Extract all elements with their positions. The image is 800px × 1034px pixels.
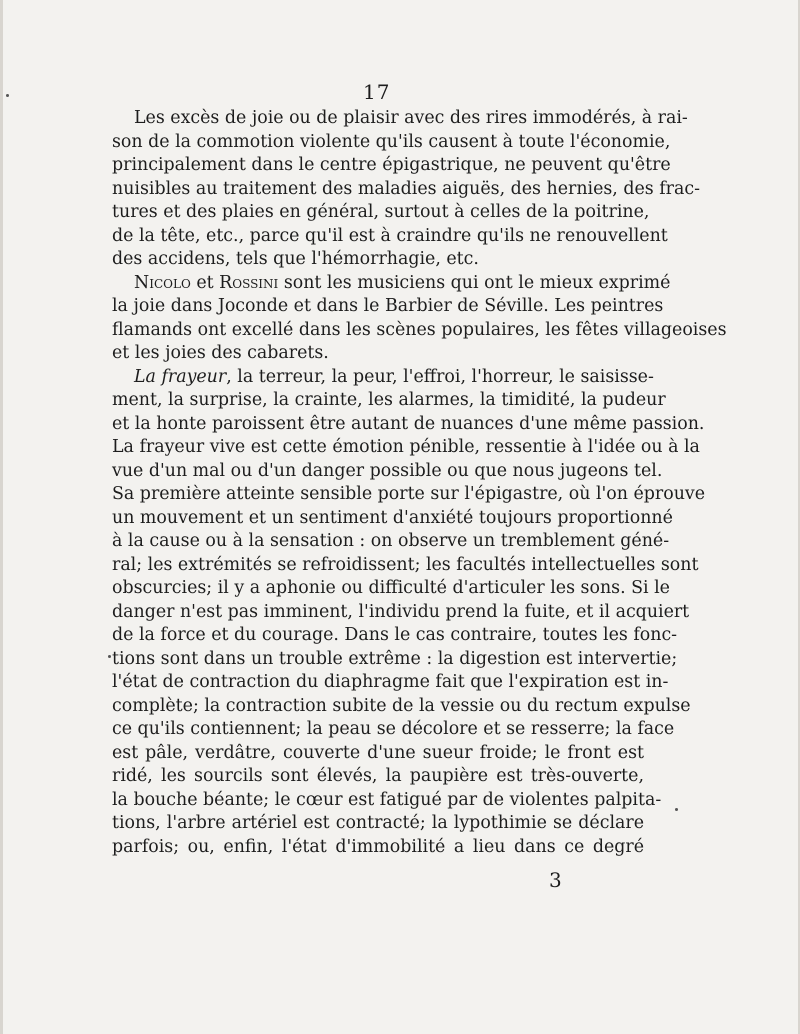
text-line: tions sont dans un trouble extrême : la digestion est intervertie;: [112, 648, 678, 669]
text-line: ral; les extrémités se refroidissent; les facultés intellectuelles sont: [112, 554, 699, 575]
text-line: des accidens, tels que l'hémorrhagie, etc.: [112, 249, 479, 269]
composer-name-rossini: Rossini: [219, 272, 279, 293]
text-line: est pâle, verdâtre, couverte d'une sueur froide; le front est: [112, 742, 644, 763]
text-line: tions, l'arbre artériel est contracté; la lypothimie se déclare: [112, 813, 644, 833]
text-line: La frayeur vive est cette émotion pénible, ressentie à l'idée ou à la: [112, 437, 700, 457]
text-line: Les excès de joie ou de plaisir avec des rires immodérés, à rai-: [134, 108, 688, 128]
text-line: la joie dans Joconde et dans le Barbier de Séville. Les peintres: [112, 296, 664, 316]
text-line: nuisibles au traitement des maladies aiguës, des hernies, des frac-: [112, 178, 700, 199]
text-line: à la cause ou à la sensation : on observe un tremblement géné-: [112, 531, 670, 551]
text-line: [112, 366, 654, 390]
margin-speck: [675, 808, 678, 811]
page-edge-left: [0, 0, 3, 1034]
signature-mark: 3: [549, 868, 562, 892]
text-fragment: , la terreur, la peur, l'effroi, l'horreur, le saisisse-: [226, 366, 654, 387]
text-line: ce qu'ils contiennent; la peau se décolore et se resserre; la face: [112, 719, 675, 739]
text-line: la bouche béante; le cœur est fatigué par de violentes palpita-: [112, 789, 662, 810]
text-line: son de la commotion violente qu'ils causent à toute l'économie,: [112, 131, 671, 152]
text-line: danger n'est pas imminent, l'individu prend la fuite, et il acquiert: [112, 601, 690, 622]
text-line: parfois; ou, enfin, l'état d'immobilité a lieu dans ce degré: [112, 836, 644, 857]
text-line: et les joies des cabarets.: [112, 343, 329, 363]
composer-name-nicolo: Nicolo: [134, 272, 191, 293]
section-term-la-frayeur: La frayeur: [134, 366, 227, 387]
text-line: l'état de contraction du diaphragme fait que l'expiration est in-: [112, 672, 669, 692]
text-line: tures et des plaies en général, surtout à celles de la poitrine,: [112, 202, 650, 222]
text-fragment: et: [190, 272, 220, 293]
body-text: [112, 107, 727, 883]
paragraph-1: [112, 107, 700, 272]
text-line: principalement dans le centre épigastrique, ne peuvent qu'être: [112, 155, 671, 175]
text-line: ment, la surprise, la crainte, les alarmes, la timidité, la pudeur: [112, 390, 666, 410]
text-line: [112, 859, 644, 883]
text-line: un mouvement et un sentiment d'anxiété toujours proportionné: [112, 507, 673, 528]
margin-speck: [108, 655, 111, 658]
text-line: obscurcies; il y a aphonie ou difficulté d'articuler les sons. Si le: [112, 578, 670, 598]
text-line: flamands ont excellé dans les scènes populaires, les fêtes villageoises: [112, 319, 727, 340]
text-line: complète; la contraction subite de la vessie ou du rectum expulse: [112, 695, 691, 716]
text-line: ridé, les sourcils sont élevés, la paupière est très-ouverte,: [112, 766, 644, 786]
page-number: 17: [363, 80, 391, 104]
margin-speck: [6, 94, 9, 97]
paragraph-3: [112, 366, 706, 883]
text-line: Sa première atteinte sensible porte sur l'épigastre, où l'on éprouve: [112, 484, 706, 504]
text-line: et la honte paroissent être autant de nuances d'une même passion.: [112, 413, 705, 434]
text-fragment: sont les musiciens qui ont le mieux exprimé: [278, 272, 671, 293]
text-line: de la tête, etc., parce qu'il est à craindre qu'ils ne renouvellent: [112, 225, 668, 246]
text-line: de la force et du courage. Dans le cas contraire, toutes les fonc-: [112, 625, 678, 645]
text-line: [112, 272, 671, 296]
text-line: vue d'un mal ou d'un danger possible ou que nous jugeons tel.: [112, 460, 663, 481]
paragraph-2: [112, 272, 727, 366]
